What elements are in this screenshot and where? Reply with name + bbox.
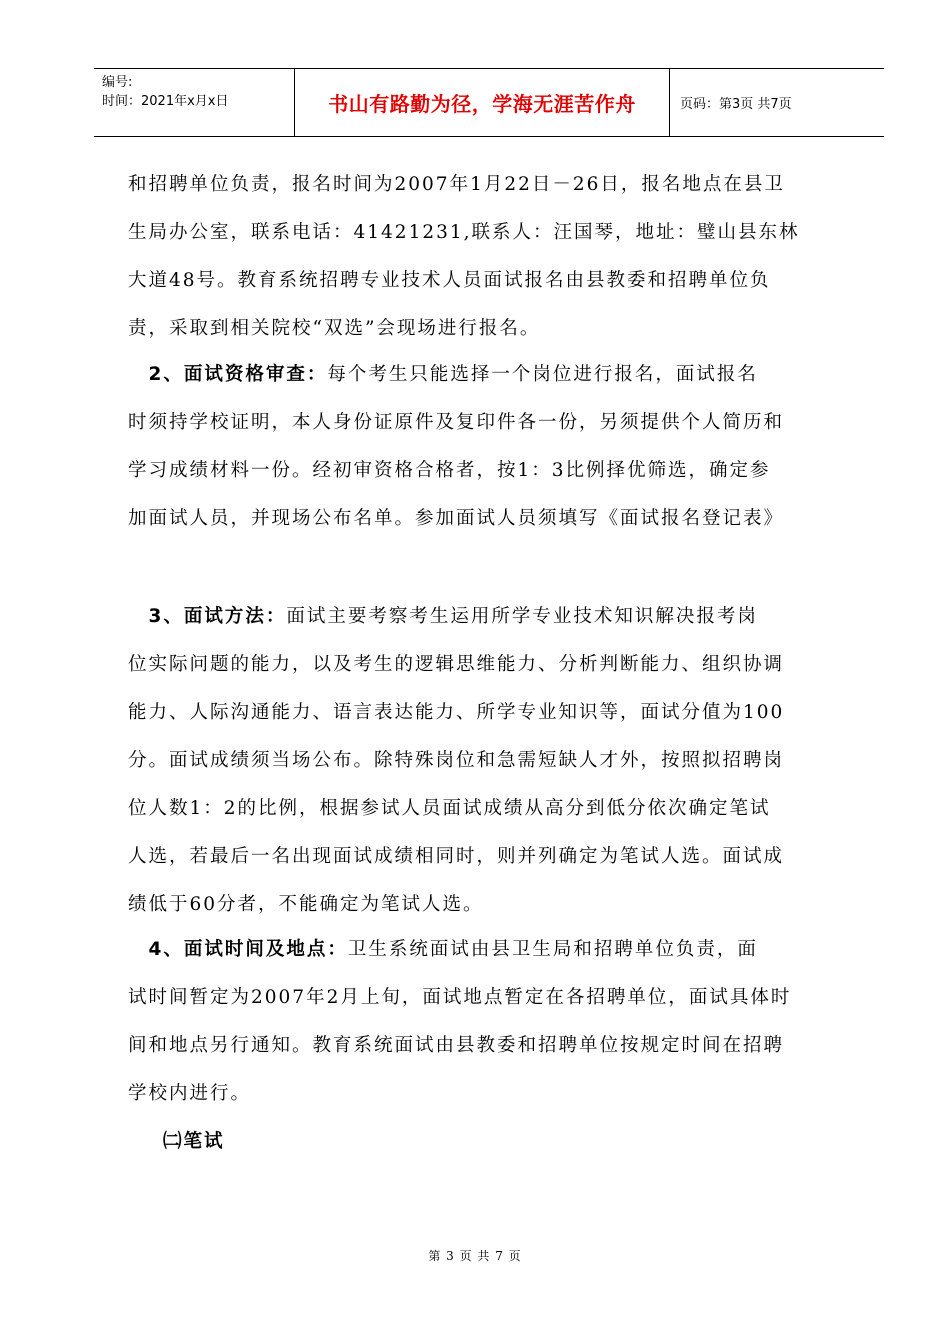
text-line: 学校内进行。	[128, 1083, 252, 1104]
text-line: 生局办公室，联系电话：41421231,联系人：汪国琴，地址：璧山县东林	[128, 222, 800, 243]
date-label: 时间：2021年x月x日	[102, 94, 229, 109]
doc-number-label: 编号:	[102, 75, 133, 90]
header-page-label: 页码：第3页 共7页	[680, 97, 792, 112]
text-line: 加面试人员，并现场公布名单。参加面试人员须填写《面试报名登记表》	[128, 508, 785, 529]
text-line: 人选，若最后一名出现面试成绩相同时，则并列确定为笔试人选。面试成	[128, 846, 785, 867]
text-line: 位实际问题的能力，以及考生的逻辑思维能力、分析判断能力、组织协调	[128, 654, 785, 675]
text-line: 责，采取到相关院校“双选”会现场进行报名。	[128, 318, 541, 339]
text-line: 时须持学校证明，本人身份证原件及复印件各一份，另须提供个人简历和	[128, 412, 785, 433]
paragraph-interview-time-place	[128, 930, 856, 1122]
paragraph-interview-method	[128, 597, 856, 933]
text-line	[128, 355, 856, 403]
text-line	[128, 597, 856, 645]
text-line: 大道48号。教育系统招聘专业技术人员面试报名由县教委和招聘单位负	[128, 270, 771, 291]
section-heading: 3、面试方法：	[148, 606, 287, 627]
text-run: 卫生系统面试由县卫生局和招聘单位负责，面	[347, 939, 758, 960]
section-title-written-exam	[163, 1122, 563, 1170]
text-run: 每个考生只能选择一个岗位进行报名，面试报名	[327, 364, 758, 385]
text-line	[128, 930, 856, 978]
text-line: 和招聘单位负责，报名时间为2007年1月22日－26日，报名地点在县卫	[128, 174, 785, 195]
paragraph-registration	[128, 165, 856, 357]
section-heading: ㈡笔试	[163, 1131, 225, 1152]
header-motto: 书山有路勤为径，学海无涯苦作舟	[295, 69, 670, 136]
text-line: 绩低于60分者，不能确定为笔试人选。	[128, 894, 484, 915]
text-line: 学习成绩材料一份。经初审资格合格者，按1：3比例择优筛选，确定参	[128, 460, 771, 481]
header-info-cell	[94, 69, 295, 136]
text-line: 分。面试成绩须当场公布。除特殊岗位和急需短缺人才外，按照拟招聘岗	[128, 750, 785, 771]
page-footer: 第 3 页 共 7 页	[428, 1249, 522, 1263]
paragraph-qualification-review	[128, 355, 856, 547]
text-line: 间和地点另行通知。教育系统面试由县教委和招聘单位按规定时间在招聘	[128, 1035, 785, 1056]
text-line: 试时间暂定为2007年2月上旬，面试地点暂定在各招聘单位，面试具体时	[128, 987, 792, 1008]
section-heading: 2、面试资格审查：	[148, 364, 328, 385]
page-header	[94, 68, 884, 137]
text-line: 能力、人际沟通能力、语言表达能力、所学专业知识等，面试分值为100	[128, 702, 785, 723]
section-heading: 4、面试时间及地点：	[148, 939, 348, 960]
text-line: 位人数1：2的比例，根据参试人员面试成绩从高分到低分依次确定笔试	[128, 798, 771, 819]
text-run: 面试主要考察考生运用所学专业技术知识解决报考岗	[286, 606, 758, 627]
